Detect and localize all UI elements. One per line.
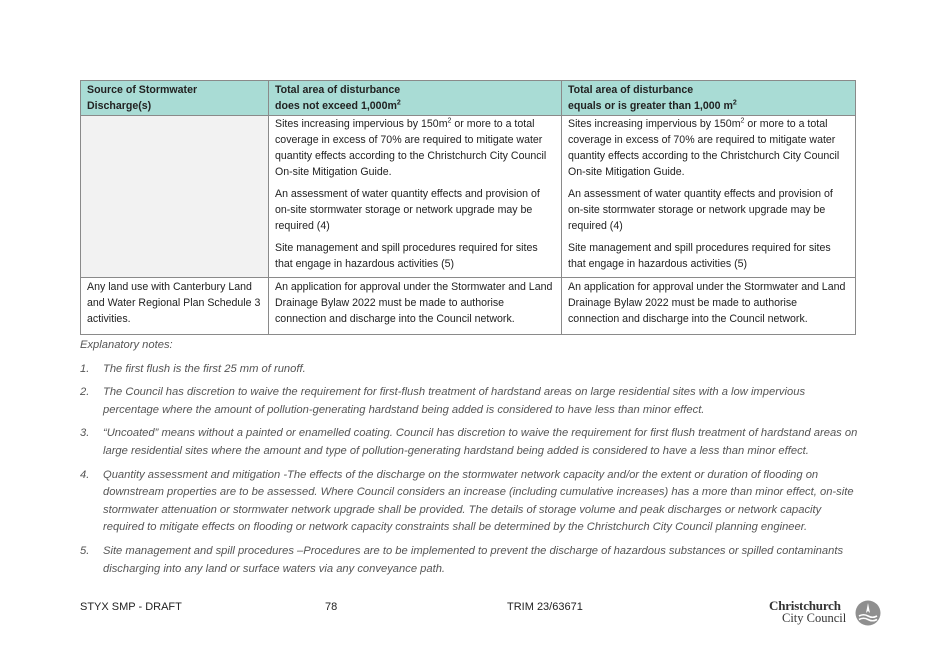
note-item [80,361,860,379]
note-text: The Council has discretion to waive the requirement for first-flush treatment of hardstand areas on large residential sites with a low impervious percentage where the amount of pollution-generating hardstand being added is considered to have less than minor effect. [103,386,806,416]
council-emblem-icon [855,600,881,626]
cell-paragraph: Site management and spill procedures required for sites that engage in hazardous activities (5) [568,242,831,270]
table-cell-over-1000 [562,116,856,278]
stormwater-table [80,80,856,335]
note-number: 3. [80,427,90,440]
table-header-row [81,81,856,116]
footer-document-title: STYX SMP - DRAFT [80,601,182,613]
note-item [80,467,860,537]
logo-text-line2: City Council [782,611,847,625]
note-number: 1. [80,362,90,375]
table-row [81,278,856,335]
cell-paragraph: An assessment of water quantity effects and provision of on-site stormwater storage or network upgrade may be required (4) [275,188,540,232]
note-text: Site management and spill procedures –Procedures are to be implemented to prevent the discharge of hazardous substances or spilled contaminants discharging into any land or surface waters via any conveyance path. [103,544,844,575]
table-cell-source: Any land use with Canterbury Land and Water Regional Plan Schedule 3 activities. [81,278,269,335]
note-item [80,384,860,419]
note-number: 2. [80,386,90,399]
note-text: Quantity assessment and mitigation -The effects of the discharge on the stormwater network capacity and/or the extent or duration of flooding on downstream properties are to be assessed. Where Council considers an increase (including cumulative increases) has a more than minor effect, on-site stormwater attenuation or stormwater network upgrade shall be provided. The details of storage volume and peak discharges or network capacity required to mitigate effects on flooding or network capacity constraints shall be determined by the Christchurch City Council planning engineer. [103,468,854,534]
header-source [81,81,269,116]
header-over-1000 [562,81,856,116]
table-cell-under-1000: An application for approval under the Stormwater and Land Drainage Bylaw 2022 must be made to authorise connection and discharge into the Council network. [269,278,562,335]
header-line: Total area of disturbance [275,84,401,96]
notes-heading: Explanatory notes: [80,339,173,351]
cell-paragraph: An assessment of water quantity effects and provision of on-site stormwater storage or network upgrade may be required (4) [568,188,833,232]
header-under-1000 [269,81,562,116]
note-text: The first flush is the first 25 mm of runoff. [103,362,306,375]
footer-trim-reference: TRIM 23/63671 [507,601,583,613]
header-line: Source of Stormwater [87,84,198,96]
table-row [81,116,856,278]
note-number: 5. [80,544,90,557]
christchurch-city-council-logo [766,598,886,628]
note-item [80,425,860,460]
header-line: Total area of disturbance [568,84,694,96]
header-line: equals or is greater than 1,000 $m^2$ [568,99,737,112]
table-cell-under-1000 [269,116,562,278]
note-text: “Uncoated” means without a painted or enamelled coating. Council has discretion to waive the requirement for first flush treatment of hardstand areas on large residential sites where the amount and type of pollution-generating hardstand being added is considered to have a less than minor effect. [103,427,858,457]
header-line: Discharge(s) [87,100,152,112]
header-line: does not exceed $1,000m^2$ [275,99,401,112]
table-cell-over-1000: An application for approval under the Stormwater and Land Drainage Bylaw 2022 must be made to authorise connection and discharge into the Council network. [562,278,856,335]
explanatory-notes [80,337,860,584]
table-cell-source [81,116,269,278]
note-item [80,543,860,578]
logo-text-line1: Christchurch [769,598,841,613]
cell-paragraph: Site management and spill procedures required for sites that engage in hazardous activities (5) [275,242,538,270]
note-number: 4. [80,468,90,481]
cell-paragraph: Sites increasing impervious by $150m^2$ or more to a total coverage in excess of 70% are required to mitigate water quantity effects according to the Christchurch City Council On-site Mitigation Guide. [275,117,547,178]
footer-page-number: 78 [325,601,338,613]
cell-paragraph: Sites increasing impervious by $150m^2$ or more to a total coverage in excess of 70% are required to mitigate water quantity effects according to the Christchurch City Council On-site Mitigation Guide. [568,117,840,178]
